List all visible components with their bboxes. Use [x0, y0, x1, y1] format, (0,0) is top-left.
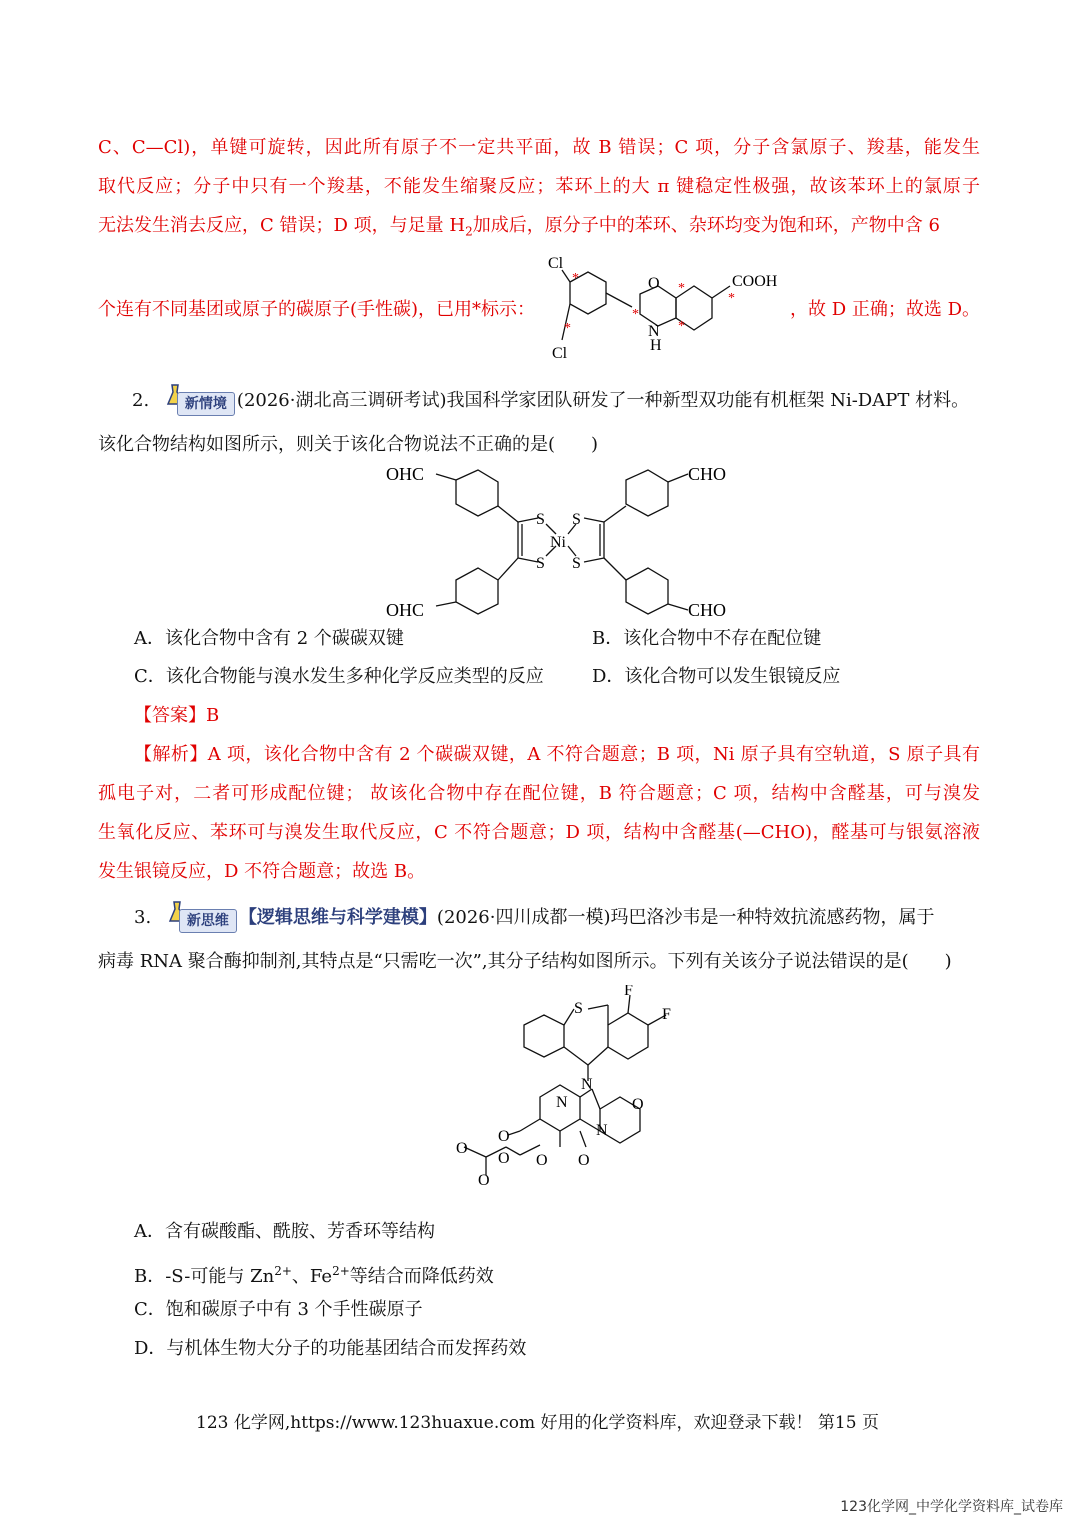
sulfur-label-3: S — [572, 511, 581, 528]
oxygen-label-keto: O — [498, 1128, 510, 1145]
chiral-star-3: * — [632, 307, 639, 322]
oxygen-label-carbonate-2: O — [478, 1172, 490, 1185]
analysis-line-3b: 加成后，原分子中的苯环、杂环均变为饱和环，产物中含 6 — [472, 215, 940, 236]
analysis-text-1: A 项，该化合物中含有 2 个碳碳双键，A 不符合题意；B 项，Ni 原子具有空轨道，S 原子具有 — [207, 744, 980, 765]
analysis-line-4a: 个连有不同基团或原子的碳原子(手性碳)，已用*标示： — [98, 299, 536, 320]
chiral-star-6: * — [728, 291, 735, 306]
sulfur-label: S — [574, 1000, 583, 1017]
q3-option-a: A．含有碳酸酯、酰胺、芳香环等结构 — [134, 1221, 435, 1242]
zinc-charge: 2+ — [274, 1264, 292, 1278]
fluorine-label-2: F — [662, 1006, 671, 1023]
nitrogen-label-3: N — [596, 1122, 608, 1139]
q3-option-b — [134, 1259, 494, 1289]
chlorine-label-bottom: Cl — [552, 345, 568, 362]
question-number: 3. — [134, 907, 152, 928]
nitrogen-label-2: N — [556, 1094, 568, 1111]
badge-label: 新思维 — [179, 909, 237, 933]
site-watermark: 123化学网_中学化学资料库_试卷库 — [840, 1499, 1063, 1515]
nitrogen-label-1: N — [581, 1076, 593, 1093]
q2-analysis-1 — [134, 743, 980, 767]
page-footer: 123 化学网,https://www.123huaxue.com 好用的化学资料库，欢迎登录下载！ 第15 页 — [196, 1413, 879, 1433]
q2-answer — [134, 704, 980, 728]
oxygen-label-carbonate-1: O — [498, 1150, 510, 1167]
oxygen-label-methoxy: O — [456, 1140, 468, 1157]
analysis-line-1: C、C—Cl)，单键可旋转，因此所有原子不一定共平面，故 B 错误；C 项，分子含氯原子、羧基，能发生 — [98, 137, 980, 158]
question-number: 2. — [132, 390, 150, 411]
aldehyde-label-tr: CHO — [688, 464, 727, 484]
analysis-line-3 — [98, 214, 980, 244]
oxygen-label-amide: O — [578, 1152, 590, 1169]
question-3-stem-1: (2026·四川成都一模)玛巴洛沙韦是一种特效抗流感药物，属于 — [436, 907, 935, 928]
question-2-stem-1: (2026·湖北高三调研考试)我国科学家团队研发了一种新型双功能有机框架 Ni-DAPT 材料。 — [236, 390, 970, 411]
q3-option-c: C．饱和碳原子中有 3 个手性碳原子 — [134, 1299, 423, 1320]
ni-dapt-structure — [378, 458, 748, 626]
question-3-line-1 — [134, 905, 980, 931]
aldehyde-label-br: CHO — [688, 600, 727, 620]
chiral-star-5: * — [678, 319, 685, 334]
q2-option-b: B．该化合物中不存在配位键 — [592, 628, 822, 649]
analysis-line-2: 取代反应；分子中只有一个羧基，不能发生缩聚反应；苯环上的大 π 键稳定性极强，故该苯环上的氯原子 — [98, 176, 980, 197]
q2-analysis-3: 生氧化反应、苯环可与溴发生取代反应，C 不符合题意；D 项，结构中含醛基(—CHO)，醛基可与银氨溶液 — [98, 822, 980, 843]
aldehyde-label-tl: OHC — [386, 464, 425, 484]
topic-tag: 【逻辑思维与科学建模】 — [238, 907, 437, 928]
option-b-post: 等结合而降低药效 — [349, 1266, 494, 1287]
aldehyde-label-bl: OHC — [386, 600, 425, 620]
q2-analysis-2: 孤电子对，二者可形成配位键； 故该化合物中存在配位键，B 符合题意；C 项，结构中含醛基，可与溴发 — [98, 783, 980, 804]
hydrogenated-product-structure — [540, 252, 800, 364]
baloxavir-structure — [440, 985, 700, 1185]
nickel-label: Ni — [550, 534, 566, 551]
question-2-line-2: 该化合物结构如图所示，则关于该化合物说法不正确的是( ) — [98, 434, 599, 455]
analysis-label: 【解析】 — [134, 744, 208, 765]
analysis-line-4b: ，故 D 正确；故选 D。 — [790, 299, 981, 320]
new-thinking-badge — [163, 905, 235, 931]
chiral-star-1: * — [572, 271, 579, 286]
oxygen-label-ring: O — [632, 1096, 644, 1113]
hydrogen-label: H — [650, 337, 662, 354]
carboxyl-label: COOH — [732, 273, 778, 290]
oxygen-label: O — [648, 275, 660, 292]
chiral-star-4: * — [678, 281, 685, 296]
chlorine-label-top: Cl — [548, 255, 564, 272]
answer-value: B — [206, 705, 220, 726]
question-2-line-1 — [132, 388, 980, 414]
option-b-mid: 、Fe — [291, 1266, 333, 1287]
answer-label: 【答案】 — [134, 705, 206, 726]
option-b-pre: B．-S-可能与 Zn — [134, 1266, 275, 1287]
q2-option-a: A．该化合物中含有 2 个碳碳双键 — [134, 628, 404, 649]
question-3-line-2: 病毒 RNA 聚合酶抑制剂,其特点是“只需吃一次”,其分子结构如图所示。下列有关该分子说法错误的是( ) — [98, 951, 952, 972]
badge-label: 新情境 — [177, 392, 235, 416]
iron-charge: 2+ — [332, 1264, 350, 1278]
nitrogen-label: N — [648, 323, 660, 340]
sulfur-label-1: S — [536, 511, 545, 528]
analysis-line-3a: 无法发生消去反应，C 错误；D 项，与足量 H — [98, 215, 466, 236]
chiral-star-2: * — [564, 321, 571, 336]
sulfur-label-2: S — [536, 555, 545, 572]
q2-analysis-4: 发生银镜反应，D 不符合题意；故选 B。 — [98, 861, 426, 882]
h2-subscript: 2 — [465, 224, 473, 239]
q2-option-d: D．该化合物可以发生银镜反应 — [592, 666, 841, 687]
q3-option-d: D．与机体生物大分子的功能基团结合而发挥药效 — [134, 1338, 527, 1359]
q2-option-c: C．该化合物能与溴水发生多种化学反应类型的反应 — [134, 666, 544, 687]
sulfur-label-4: S — [572, 555, 581, 572]
new-context-badge — [161, 388, 233, 414]
fluorine-label-1: F — [624, 985, 633, 999]
oxygen-label-ether: O — [536, 1152, 548, 1169]
